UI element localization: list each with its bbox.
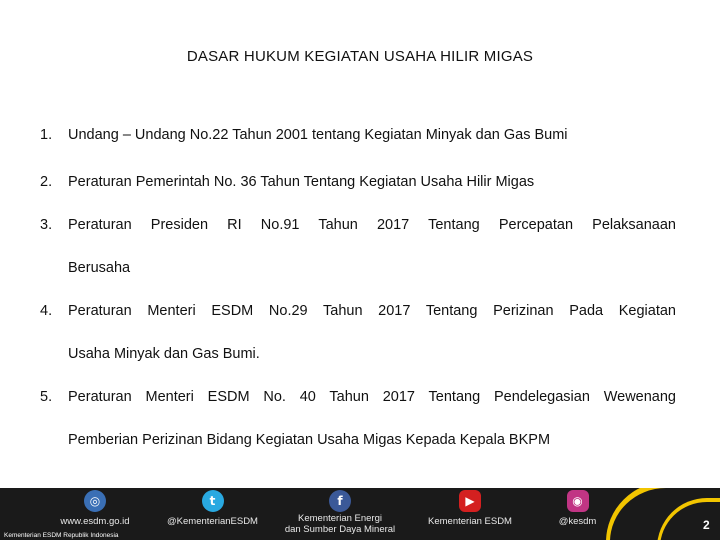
twitter-icon: t (202, 490, 224, 512)
facebook-icon: f (329, 490, 351, 512)
list-item-text: Peraturan Menteri ESDM No. 40 Tahun 2017 Tentang Pendelegasian Wewenang (68, 389, 676, 405)
footer-link-instagram[interactable] (540, 488, 615, 540)
footer-link-text: www.esdm.go.id (60, 516, 130, 527)
footer-link-text: Kementerian Energi dan Sumber Daya Mineral (284, 513, 396, 535)
list-item-text: Undang – Undang No.22 Tahun 2001 tentang Kegiatan Minyak dan Gas Bumi (68, 127, 568, 143)
ministry-label: Kementerian ESDM Republik Indonesia (4, 532, 119, 539)
instagram-icon: ◉ (567, 490, 589, 512)
footer-link-text: @KementerianESDM (167, 516, 258, 527)
list-item-text-continuation: Usaha Minyak dan Gas Bumi. (68, 346, 260, 362)
footer-link-youtube[interactable] (420, 488, 520, 540)
footer-link-text: @kesdm (558, 516, 597, 527)
list-item-text: Peraturan Pemerintah No. 36 Tahun Tentang Kegiatan Usaha Hilir Migas (68, 174, 535, 190)
list-item-text: Peraturan Menteri ESDM No.29 Tahun 2017 Tentang Perizinan Pada Kegiatan (68, 303, 676, 319)
youtube-icon: ▶ (459, 490, 481, 512)
footer-link-text: Kementerian ESDM (428, 516, 512, 527)
list-item-number: 2. (40, 174, 53, 190)
list-item-text-continuation: Berusaha (68, 260, 131, 276)
globe-icon: ◎ (84, 490, 106, 512)
page-number: 2 (703, 518, 710, 532)
list-item-number: 3. (40, 217, 53, 233)
list-item-number: 5. (40, 389, 53, 405)
footer-link-twitter[interactable] (155, 488, 270, 540)
list-item-text: Peraturan Presiden RI No.91 Tahun 2017 Tentang Percepatan Pelaksanaan (68, 217, 676, 233)
list-item-number: 4. (40, 303, 53, 319)
list-item-number: 1. (40, 127, 53, 143)
list-item-text-continuation: Pemberian Perizinan Bidang Kegiatan Usaha Migas Kepada Kepala BKPM (68, 432, 551, 448)
slide-title: DASAR HUKUM KEGIATAN USAHA HILIR MIGAS (186, 48, 534, 65)
footer-link-facebook[interactable] (275, 488, 405, 540)
